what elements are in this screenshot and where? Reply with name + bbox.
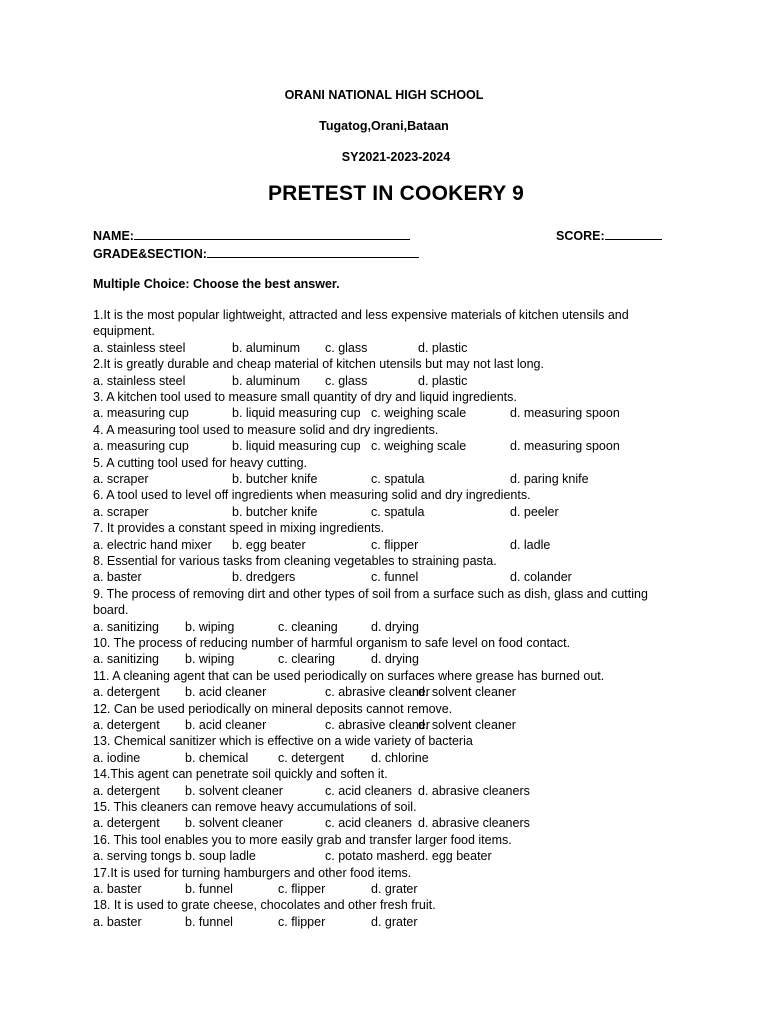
- option-a: a. scraper: [93, 472, 149, 486]
- question-18: 18. It is used to grate cheese, chocolates and other fresh fruit.: [93, 898, 436, 913]
- options-row: [93, 504, 673, 520]
- option-c: c. potato masher: [325, 849, 419, 864]
- options-row: [93, 373, 673, 389]
- option-b: b. wiping: [185, 652, 235, 667]
- option-d: d. measuring spoon: [510, 439, 620, 454]
- question-12: 12. Can be used periodically on mineral deposits cannot remove.: [93, 701, 453, 716]
- option-c: c. weighing scale: [371, 406, 467, 421]
- score-blank: [605, 228, 662, 240]
- option-c: c. abrasive cleaner: [325, 685, 430, 700]
- option-c: c. cleaning: [278, 619, 338, 634]
- option-d: d. abrasive cleaners: [418, 816, 530, 831]
- option-d: d. paring knife: [510, 472, 589, 486]
- options-row: [93, 471, 673, 487]
- option-b: b. acid cleaner: [185, 717, 267, 732]
- option-c: c. flipper: [278, 881, 326, 896]
- option-b: b. soup ladle: [185, 849, 256, 864]
- option-d: d. grater: [371, 881, 418, 896]
- option-a: a. serving tongs: [93, 849, 182, 864]
- question-5: 5. A cutting tool used for heavy cutting.: [93, 455, 308, 470]
- option-d: d. colander: [510, 570, 572, 585]
- option-d: d. solvent cleaner: [418, 685, 516, 700]
- option-c: c. detergent: [278, 750, 345, 765]
- option-a: a. detergent: [93, 717, 160, 732]
- name-label: NAME:: [93, 229, 134, 243]
- question-9: 9. The process of removing dirt and other types of soil from a surface such as dish, glass and cutting board.: [93, 586, 648, 618]
- option-b: b. solvent cleaner: [185, 816, 283, 831]
- option-a: a. baster: [93, 881, 142, 896]
- option-c: c. spatula: [371, 472, 425, 486]
- options-row: [93, 684, 673, 700]
- option-a: a. stainless steel: [93, 373, 186, 388]
- question-list: [93, 307, 673, 930]
- options-row: [93, 881, 673, 897]
- options-row: [93, 405, 673, 421]
- option-b: b. aluminum: [232, 340, 301, 355]
- options-row: [93, 750, 673, 766]
- option-a: a. electric hand mixer: [93, 537, 212, 552]
- question-1: 1.It is the most popular lightweight, attracted and less expensive materials of kitchen utensils and equipment.: [93, 308, 629, 339]
- option-a: a. measuring cup: [93, 439, 189, 454]
- option-c: c. glass: [325, 373, 368, 388]
- instructions: Multiple Choice: Choose the best answer.: [93, 277, 340, 291]
- options-row: [93, 619, 673, 635]
- option-d: d. peeler: [510, 504, 559, 519]
- option-b: b. solvent cleaner: [185, 783, 283, 798]
- option-a: a. iodine: [93, 750, 141, 765]
- option-d: d. egg beater: [418, 849, 492, 864]
- option-c: c. abrasive cleaner: [325, 717, 430, 732]
- option-b: b. butcher knife: [232, 504, 318, 519]
- option-c: c. glass: [325, 340, 368, 355]
- grade-section-field: [93, 246, 419, 261]
- option-a: a. scraper: [93, 504, 149, 519]
- option-d: d. drying: [371, 619, 419, 634]
- page-title: PRETEST IN COOKERY 9: [267, 182, 525, 205]
- option-c: c. funnel: [371, 570, 419, 585]
- option-c: c. flipper: [278, 914, 326, 929]
- grade-section-label: GRADE&SECTION:: [93, 247, 207, 261]
- question-6: 6. A tool used to level off ingredients when measuring solid and dry ingredients.: [93, 488, 531, 503]
- option-b: b. funnel: [185, 881, 233, 896]
- score-label: SCORE:: [556, 229, 605, 243]
- question-7: 7. It provides a constant speed in mixing ingredients.: [93, 521, 385, 536]
- option-c: c. clearing: [278, 652, 335, 667]
- option-a: a. sanitizing: [93, 619, 160, 634]
- option-a: a. baster: [93, 570, 142, 585]
- option-d: d. grater: [371, 914, 418, 929]
- option-a: a. detergent: [93, 816, 160, 831]
- option-b: b. egg beater: [232, 537, 306, 552]
- option-d: d. abrasive cleaners: [418, 783, 530, 798]
- question-8: 8. Essential for various tasks from cleaning vegetables to straining pasta.: [93, 553, 497, 568]
- option-a: a. measuring cup: [93, 406, 189, 421]
- option-d: d. measuring spoon: [510, 406, 620, 421]
- option-b: b. liquid measuring cup: [232, 406, 361, 421]
- option-b: b. aluminum: [232, 373, 301, 388]
- school-name: ORANI NATIONAL HIGH SCHOOL: [284, 88, 484, 102]
- option-b: b. acid cleaner: [185, 685, 267, 700]
- question-16: 16. This tool enables you to more easily grab and transfer larger food items.: [93, 832, 512, 847]
- options-row: [93, 717, 673, 733]
- grade-section-blank: [207, 246, 419, 258]
- option-a: a. stainless steel: [93, 340, 186, 355]
- school-year: SY2021-2023-2024: [341, 150, 451, 164]
- question-4: 4. A measuring tool used to measure solid and dry ingredients.: [93, 422, 439, 437]
- option-d: d. ladle: [510, 537, 551, 552]
- question-3: 3. A kitchen tool used to measure small quantity of dry and liquid ingredients.: [93, 390, 517, 404]
- question-15: 15. This cleaners can remove heavy accumulations of soil.: [93, 799, 417, 814]
- options-row: [93, 651, 673, 667]
- options-row: [93, 783, 673, 799]
- option-a: a. detergent: [93, 685, 160, 700]
- options-row: [93, 848, 673, 864]
- option-b: b. chemical: [185, 750, 249, 765]
- question-17: 17.It is used for turning hamburgers and other food items.: [93, 865, 412, 880]
- option-b: b. wiping: [185, 619, 235, 634]
- option-d: d. plastic: [418, 340, 468, 355]
- option-d: d. plastic: [418, 373, 468, 388]
- option-d: d. drying: [371, 652, 419, 667]
- question-10: 10. The process of reducing number of harmful organism to safe level on food contact.: [93, 635, 571, 650]
- option-c: c. weighing scale: [371, 439, 467, 454]
- options-row: [93, 537, 673, 553]
- option-d: d. solvent cleaner: [418, 717, 516, 732]
- school-address: Tugatog,Orani,Bataan: [319, 119, 449, 133]
- option-d: d. chlorine: [371, 750, 429, 765]
- option-a: a. baster: [93, 914, 142, 929]
- option-c: c. flipper: [371, 537, 419, 552]
- options-row: [93, 914, 673, 930]
- question-2: 2.It is greatly durable and cheap material of kitchen utensils but may not last long.: [93, 357, 544, 372]
- name-field: [93, 228, 410, 243]
- option-a: a. detergent: [93, 783, 160, 798]
- options-row: [93, 438, 673, 454]
- option-c: c. spatula: [371, 504, 425, 519]
- options-row: [93, 340, 673, 356]
- option-a: a. sanitizing: [93, 652, 160, 667]
- score-field: [556, 228, 662, 243]
- option-c: c. acid cleaners: [325, 816, 412, 831]
- question-14: 14.This agent can penetrate soil quickly and soften it.: [93, 767, 388, 782]
- name-blank: [134, 228, 410, 240]
- question-13: 13. Chemical sanitizer which is effective on a wide variety of bacteria: [93, 734, 473, 749]
- option-c: c. acid cleaners: [325, 783, 412, 798]
- question-11: 11. A cleaning agent that can be used periodically on surfaces where grease has burned out.: [93, 668, 605, 683]
- options-row: [93, 815, 673, 831]
- option-b: b. dredgers: [232, 570, 296, 585]
- option-b: b. liquid measuring cup: [232, 439, 361, 454]
- option-b: b. butcher knife: [232, 472, 318, 486]
- option-b: b. funnel: [185, 914, 233, 929]
- options-row: [93, 569, 673, 585]
